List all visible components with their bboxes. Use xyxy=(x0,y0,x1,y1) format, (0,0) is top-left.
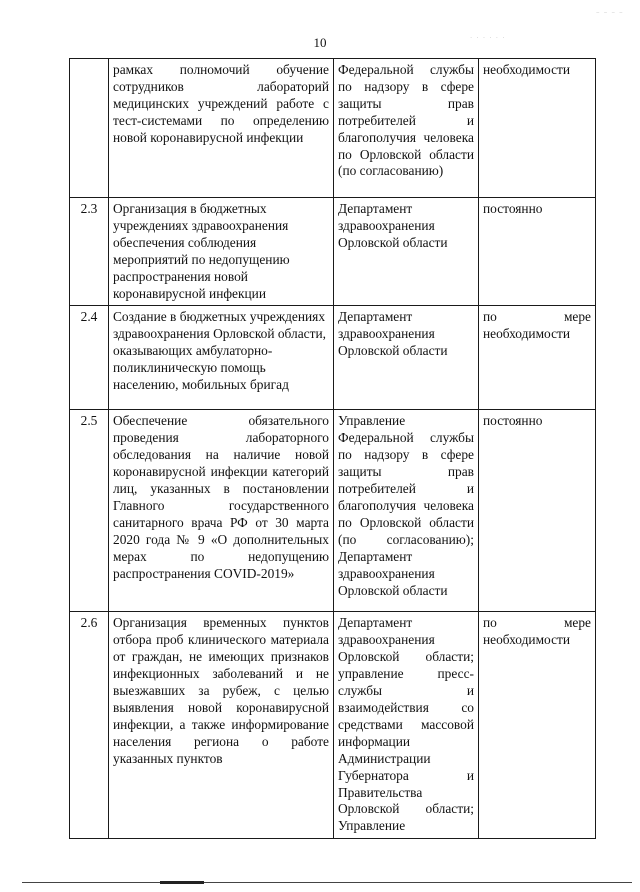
table-row xyxy=(70,612,596,839)
scan-artifact-mark: · · · · · · xyxy=(470,34,506,42)
measure-text: Организация в бюджетных учреждениях здравоохранения обеспечения соблюдения мероприятий по недопущению распространения новой коронавирусной инфекции xyxy=(109,198,334,306)
responsible-text: Департамент здравоохранения Орловской области xyxy=(334,198,479,306)
term-text: необходимости xyxy=(479,59,596,198)
measure-text: Создание в бюджетных учреждениях здравоохранения Орловской области, оказывающих амбулаторно-поликлиническую помощь населению, мобильных бригад xyxy=(109,306,334,410)
term-text: постоянно xyxy=(479,410,596,612)
responsible-text: Департамент здравоохранения Орловской области; управление пресс-службы и взаимодействия со средствами массовой информации Администрации Губернатора и Правительства Орловской области; Управление xyxy=(334,612,479,839)
table-row xyxy=(70,306,596,410)
page-number: 10 xyxy=(313,35,327,50)
table-row xyxy=(70,59,596,198)
row-number: 2.3 xyxy=(70,198,109,306)
term-text: по мере необходимости xyxy=(479,612,596,839)
measure-text: Организация временных пунктов отбора проб клинического материала от граждан, не имеющих признаков инфекционных заболеваний и не выезжавших за рубеж, с целью выявления новой коронавирусной инфекции, а также информирование населения региона о работе указанных пунктов xyxy=(109,612,334,839)
table-row xyxy=(70,198,596,306)
row-number: 2.5 xyxy=(70,410,109,612)
responsible-text: Управление Федеральной службы по надзору в сфере защиты прав потребителей и благополучия человека по Орловской области (по согласованию); Департамент здравоохранения Орловской области xyxy=(334,410,479,612)
row-number: 2.6 xyxy=(70,612,109,839)
row-number: 2.4 xyxy=(70,306,109,410)
measure-text: Обеспечение обязательного проведения лабораторного обследования на наличие новой коронавирусной инфекции категорий лиц, указанных в постановлении Главного государственного санитарного врача РФ от 30 марта 2020 года № 9 «О дополнительных мерах по недопущению распространения COVID-2019» xyxy=(109,410,334,612)
table-row xyxy=(70,410,596,612)
term-text: по мере необходимости xyxy=(479,306,596,410)
scan-artifact-mark: – – – – xyxy=(596,8,624,16)
bottom-scan-mark xyxy=(160,881,204,884)
responsible-text: Федеральной службы по надзору в сфере защиты прав потребителей и благополучия человека по Орловской области (по согласованию) xyxy=(334,59,479,198)
row-number xyxy=(70,59,109,198)
responsible-text: Департамент здравоохранения Орловской области xyxy=(334,306,479,410)
term-text: постоянно xyxy=(479,198,596,306)
bottom-scan-line xyxy=(22,882,632,883)
measure-text: рамках полномочий обучение сотрудников лабораторий медицинских учреждений работе с тест-системами по определению новой коронавирусной инфекции xyxy=(109,59,334,198)
measures-table xyxy=(69,58,596,839)
